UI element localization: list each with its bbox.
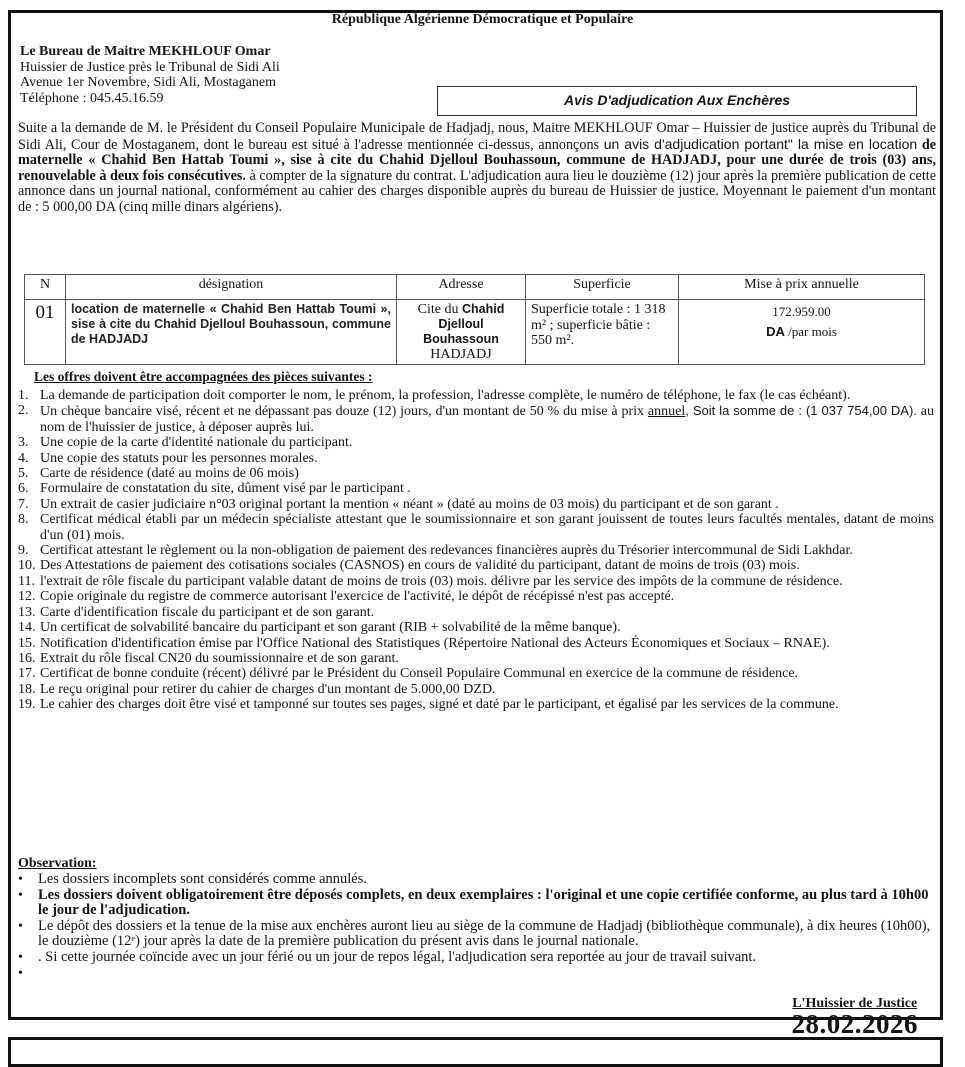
signatory-role: L'Huissier de Justice [792, 996, 918, 1011]
item-number: 12. [18, 589, 36, 605]
item-text: Le dépôt des dossiers et la tenue de la mise aux enchères auront lieu au siège de la commune de Hadjadj (bibliothèque communale), à dix heures (10h00), le douzième (12ᵉ) jour après la date de la première publication du présent avis dans le journal nationale. [38, 917, 931, 950]
col-header-prix: Mise à prix annuelle [679, 275, 925, 300]
republic-heading: République Algérienne Démocratique et Populaire [331, 12, 634, 27]
intro-part-2: un avis d'adjudication portant" la mise en location [603, 135, 918, 152]
cell-designation: location de maternelle « Chahid Ben Hattab Toumi », sise à cite du Chahid Djelloul Bouhassoun, commune de HADJADJ [66, 300, 397, 365]
notice-title-box [437, 86, 917, 116]
item-number: 1. [18, 388, 29, 403]
prix-value: 172.959.00 [772, 304, 831, 319]
required-documents-heading: Les offres doivent être accompagnées des pièces suivantes : [34, 369, 373, 384]
bullet-icon: • [18, 965, 23, 981]
item-number: 2. [18, 403, 29, 419]
item-text: . Si cette journée coïncide avec un jour férié ou un jour de repos légal, l'adjudication sera reportée au jour de travail suivant. [38, 948, 757, 965]
list-item [18, 543, 934, 558]
list-item [18, 950, 934, 966]
item-number: 14. [18, 620, 36, 636]
item-number: 17. [18, 666, 36, 682]
list-item [18, 466, 934, 481]
item-text: Le reçu original pour retirer du cahier de charges d'un montant de 5.000,00 DZD. [40, 681, 496, 697]
item-text-a: Un chèque bancaire visé, récent et ne dépassant pas douze (12) jours, d'un montant de 50 % du mise à prix [40, 404, 645, 420]
item-number: 4. [18, 450, 29, 466]
office-name: Le Bureau de Maitre MEKHLOUF Omar [20, 44, 271, 59]
item-number: 19. [18, 697, 36, 713]
item-number: 18. [18, 681, 36, 697]
list-item [18, 682, 934, 697]
notice-title: Avis D'adjudication Aux Enchères [563, 92, 791, 108]
item-text: Des Attestations de paiement des cotisations sociales (CASNOS) en cours de validité du participant, datant de moins de trois (03) mois. [40, 558, 800, 574]
list-item [18, 589, 934, 604]
item-number: 13. [18, 604, 36, 620]
col-header-designation: désignation [66, 275, 397, 300]
office-court: Huissier de Justice près le Tribunal de Sidi Ali [20, 59, 280, 75]
list-item [18, 636, 934, 651]
col-header-n: N [25, 275, 66, 300]
item-text [40, 403, 934, 435]
col-header-adresse: Adresse [397, 275, 526, 300]
item-number: 3. [18, 435, 29, 451]
list-item [18, 481, 934, 496]
item-text: Le cahier des charges doit être visé et tamponné sur toutes ses pages, signé et daté par le participant, et égalisé par les services de la commune. [40, 697, 839, 713]
list-item [18, 620, 934, 635]
notice-date: 28.02.2026 [791, 1009, 918, 1039]
item-number: 8. [18, 512, 29, 528]
prix-unit: DA [766, 324, 785, 339]
observation-list [18, 872, 934, 981]
list-item [18, 451, 934, 466]
adresse-commune: HADJADJ [430, 347, 492, 362]
item-text: Les dossiers doivent obligatoirement être déposés complets, en deux exemplaires : l'original et une copie certifiée conforme, au plus tard à 10h00 le jour de l'adjudication. [38, 886, 929, 919]
prix-period: /par mois [788, 324, 837, 339]
required-documents-list [18, 388, 934, 713]
cell-prix [679, 300, 925, 365]
next-notice-frame [8, 1037, 943, 1067]
office-address: Avenue 1er Novembre, Sidi Ali, Mostaganem [20, 75, 276, 90]
item-text-underlined: annuel [647, 404, 686, 420]
item-text: La demande de participation doit comporter le nom, le prénom, la profession, l'adresse complète, le numéro de téléphone, le fax (le cas échéant). [40, 388, 851, 403]
col-header-superficie: Superficie [526, 275, 679, 300]
item-text: Extrait du rôle fiscal CN20 du soumissionnaire et de son garant. [40, 650, 399, 666]
item-text-c: au nom de l'huissier de justice, à déposer auprès lui. [40, 404, 935, 435]
list-item [18, 574, 934, 589]
office-phone: Téléphone : 045.45.16.59 [20, 90, 164, 106]
item-text: Carte de résidence (daté au moins de 06 mois) [40, 466, 299, 482]
table-row [25, 300, 925, 365]
item-text: Formulaire de constatation du site, dûment visé par le participant . [40, 481, 411, 497]
item-number: 11. [18, 573, 35, 589]
item-text: Les dossiers incomplets sont considérés comme annulés. [38, 871, 368, 887]
item-text: l'extrait de rôle fiscale du participant valable datant de moins de trois (03) mois. délivre par les service des impôts de la commune de résidence. [40, 573, 843, 589]
cell-superficie: Superficie totale : 1 318 m² ; superficie bâtie : 550 m². [526, 300, 679, 365]
item-text: Copie originale du registre de commerce autorisant l'exercice de l'activité, le dépôt de récépissé n'est pas accepté. [40, 589, 675, 605]
intro-paragraph [18, 121, 936, 216]
item-text: Carte d'identification fiscale du participant et de son garant. [40, 604, 375, 620]
list-item [18, 888, 934, 919]
list-item [18, 651, 934, 666]
observation-heading: Observation: [18, 856, 97, 871]
item-text: Certificat médical établi par un médecin spécialiste attestant que le soumissionnaire et son garant jouissent de toutes leurs facultés mentales, datant de moins d'un (01) mois. [40, 512, 934, 543]
intro-part-3: de maternelle « Chahid Ben Hattab Toumi », sise à cite du Chahid Djelloul Bouhassoun, commune de HADJADJ, pour une durée de trois (03) ans, renouvelable à deux fois consécutives. [18, 136, 937, 184]
list-item [18, 388, 934, 403]
signature-block [791, 996, 919, 1039]
item-text: Une copie de la carte d'identité nationale du participant. [40, 435, 353, 451]
list-item [18, 435, 934, 450]
item-number: 7. [18, 496, 29, 512]
list-item [18, 558, 934, 573]
adresse-name: Chahid Djelloul Bouhassoun [423, 302, 505, 346]
item-number: 9. [18, 543, 29, 559]
bullet-icon: • [18, 918, 23, 934]
item-text: Un extrait de casier judiciaire n°03 original portant la mention « néant » (daté au moins de 03 mois) du participant et de son garant . [40, 496, 779, 512]
bullet-icon: • [18, 872, 23, 887]
bullet-icon: • [18, 949, 23, 965]
list-item [18, 605, 934, 620]
table-header-row [25, 275, 925, 300]
item-text: Une copie des statuts pour les personnes morales. [40, 450, 318, 466]
bullet-icon: • [18, 887, 23, 903]
list-item [18, 966, 934, 982]
list-item [18, 403, 934, 435]
item-number: 15. [18, 635, 36, 651]
list-item [18, 512, 934, 543]
item-number: 6. [18, 481, 29, 497]
list-item [18, 872, 934, 888]
adresse-prefix: Cite du [417, 302, 459, 317]
item-number: 16. [18, 650, 36, 666]
item-text [38, 966, 934, 982]
list-item [18, 497, 934, 512]
item-text: Certificat de bonne conduite (récent) délivré par le Président du Conseil Populaire Communal en exercice de la commune de résidence. [40, 666, 799, 682]
lots-table [24, 274, 925, 365]
item-number: 5. [18, 466, 29, 482]
item-text: Un certificat de solvabilité bancaire du participant et son garant (RIB + solvabilité de la même banque). [40, 620, 621, 636]
list-item [18, 919, 934, 950]
cell-adresse [397, 300, 526, 365]
item-number: 10. [18, 558, 36, 574]
cell-n: 01 [25, 300, 66, 365]
list-item [18, 666, 934, 681]
bailiff-office-block [20, 44, 280, 106]
intro-part-4: à compter de la signature du contrat. L'adjudication aura lieu le douzième (12) jour après la première publication de cette annonce dans un journal national, conformément au cahier des charges disponible auprès du bureau de Huissier de justice. Moyennant le paiement d'un montant de : 5 000,00 DA (cinq mille dinars algériens). [18, 167, 936, 215]
list-item [18, 697, 934, 712]
item-text: Notification d'identification émise par l'Office National des Statistiques (Répertoire National des Acteurs Économiques et Sociaux – RNAE). [40, 635, 830, 651]
item-text: Certificat attestant le règlement ou la non-obligation de paiement des redevances financières auprès du Trésorier intercommunal de Sidi Lakhdar. [40, 543, 853, 559]
intro-part-1: Suite a la demande de M. le Président du Conseil Populaire Municipale de Hadjadj, nous, Maitre MEKHLOUF Omar – Huissier de justice auprès du Tribunal de Sidi Ali, Cour de Mostaganem, dont le bureau est situé à l'adresse mentionnée ci-dessus, annonçons [18, 120, 936, 153]
item-text-amount: , Soit la somme de : (1 037 754,00 DA). [685, 403, 917, 419]
